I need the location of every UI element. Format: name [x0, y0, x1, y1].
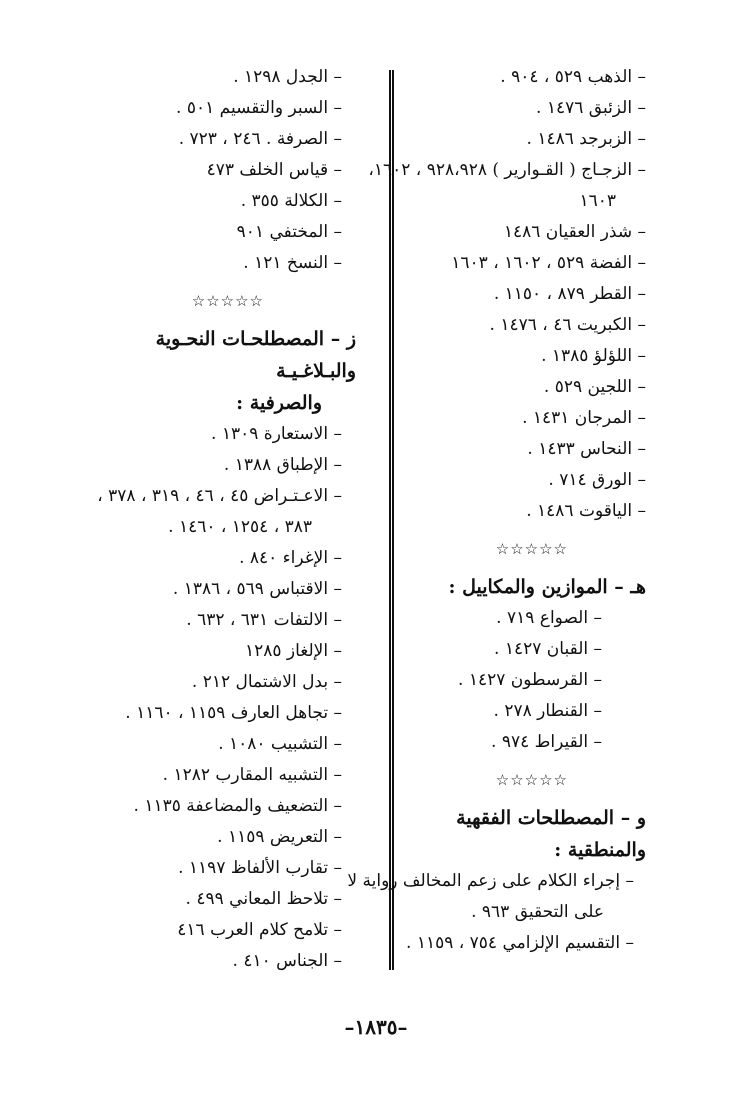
index-entry: – الالتفات ٦٣١ ، ٦٣٢ . [186, 610, 342, 630]
section-heading-w: و – المصطلحات الفقهية والمنطقية : [456, 807, 646, 861]
index-entry: – اللجين ٥٢٩ . [543, 377, 646, 397]
star-separator: ☆☆☆☆☆ [191, 292, 264, 310]
index-entry: – الاقتباس ٥٦٩ ، ١٣٨٦ . [172, 579, 342, 599]
index-entry: – الزجـاج ( القـوارير ) ٩٢٨،٩٢٨ ، ١٦٠٢، [368, 160, 646, 180]
section-heading-h: هـ – الموازين والمكاييل : [448, 576, 646, 598]
index-entry: – الزئبق ١٤٧٦ . [536, 98, 646, 118]
index-entry: – التضعيف والمضاعفة ١١٣٥ . [133, 796, 342, 816]
index-entry: – الصواع ٧١٩ . [496, 608, 602, 628]
index-entry: – الورق ٧١٤ . [548, 470, 646, 490]
index-entry: – التقسيم الإلزامي ٧٥٤ ، ١١٥٩ . [406, 933, 634, 953]
index-entry: – تجاهل العارف ١١٥٩ ، ١١٦٠ . [125, 703, 342, 723]
index-entry: – الزبرجد ١٤٨٦ . [526, 129, 646, 149]
right-column [347, 62, 646, 959]
index-entry: – المختفي ٩٠١ [236, 222, 342, 242]
left-column [97, 62, 356, 977]
index-entry-continuation: ٣٨٣ ، ١٢٥٤ ، ١٤٦٠ . [168, 517, 312, 537]
index-entry: – الذهب ٥٢٩ ، ٩٠٤ . [500, 67, 646, 87]
index-entry: – الكلالة ٣٥٥ . [240, 191, 342, 211]
index-entry: – القبان ١٤٢٧ . [494, 639, 602, 659]
index-entry: – تلامح كلام العرب ٤١٦ [177, 920, 342, 940]
index-entry: – الكبريت ٤٦ ، ١٤٧٦ . [489, 315, 646, 335]
index-entry: – السبر والتقسيم ٥٠١ . [176, 98, 342, 118]
index-entry: – إجراء الكلام على زعم المخالف رواية لا [347, 871, 634, 891]
index-entry: – التعريض ١١٥٩ . [217, 827, 342, 847]
index-entry-continuation: على التحقيق ٩٦٣ . [471, 902, 604, 922]
index-entry: – النسخ ١٢١ . [243, 253, 342, 273]
star-separator: ☆☆☆☆☆ [495, 540, 568, 558]
index-entry: – بدل الاشتمال ٢١٢ . [191, 672, 342, 692]
star-separator: ☆☆☆☆☆ [495, 771, 568, 789]
index-entry: – شذر العقيان ١٤٨٦ [503, 222, 646, 242]
index-entry: – الإطباق ١٣٨٨ . [223, 455, 342, 475]
index-entry: – القرسطون ١٤٢٧ . [458, 670, 602, 690]
index-entry: – الياقوت ١٤٨٦ . [526, 501, 646, 521]
index-entry: – الاعـتـراض ٤٥ ، ٤٦ ، ٣١٩ ، ٣٧٨ ، [97, 486, 342, 506]
index-entry: – التشبيب ١٠٨٠ . [218, 734, 342, 754]
page-number: –١٨٣٥– [344, 1015, 408, 1039]
index-entry: – الإغراء ٨٤٠ . [239, 548, 342, 568]
index-entry: – تقارب الألفاظ ١١٩٧ . [178, 858, 342, 878]
section-heading-z: ز – المصطلحـات النحـوية والبـلاغـيـة [155, 328, 356, 382]
section-heading-z-continuation: والصرفية : [236, 392, 322, 414]
index-entry: – التشبيه المقارب ١٢٨٢ . [162, 765, 342, 785]
index-entry: – قياس الخلف ٤٧٣ [206, 160, 342, 180]
index-entry: – الاستعارة ١٣٠٩ . [211, 424, 342, 444]
index-entry: – القطر ٨٧٩ ، ١١٥٠ . [493, 284, 646, 304]
index-entry: – اللؤلؤ ١٣٨٥ . [541, 346, 646, 366]
index-entry: – الجدل ١٢٩٨ . [233, 67, 342, 87]
index-entry: – الفضة ٥٢٩ ، ١٦٠٢ ، ١٦٠٣ [451, 253, 646, 273]
index-entry: – الجناس ٤١٠ . [232, 951, 342, 971]
index-entry-continuation: ١٦٠٣ [579, 191, 616, 211]
index-entry: – الإلغاز ١٢٨٥ [244, 641, 342, 661]
index-entry: – المرجان ١٤٣١ . [522, 408, 646, 428]
column-divider [389, 70, 394, 970]
index-entry: – النحاس ١٤٣٣ . [527, 439, 646, 459]
index-entry: – تلاحظ المعاني ٤٩٩ . [185, 889, 342, 909]
index-entry: – القنطار ٢٧٨ . [493, 701, 602, 721]
index-entry: – الصرفة . ٢٤٦ ، ٧٢٣ . [178, 129, 342, 149]
index-entry: – القيراط ٩٧٤ . [491, 732, 602, 752]
